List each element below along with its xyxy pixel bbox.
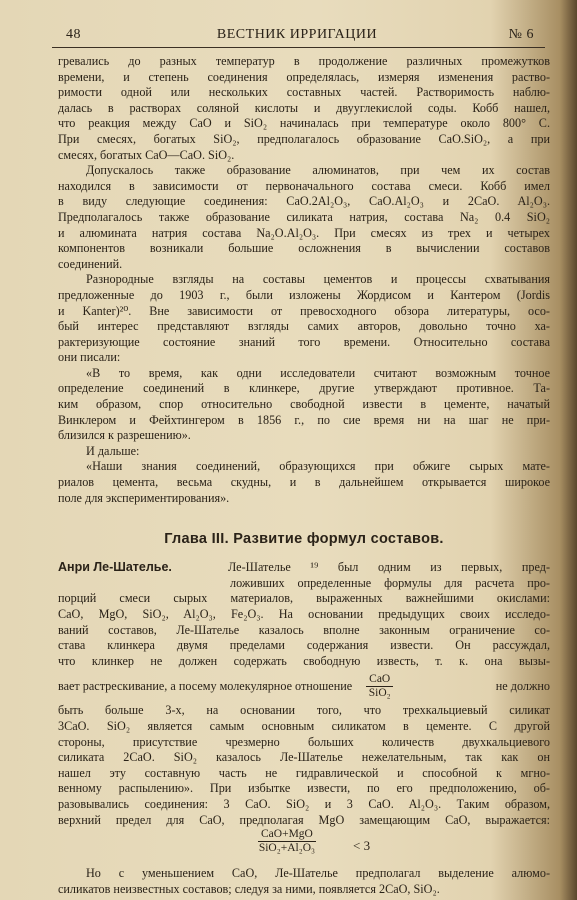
text-line: стороны, присутствие чрезмерно больших количеств двухкальциевого bbox=[58, 734, 550, 749]
text-line: римости одной или нескольких составных частей. Растворимость наблю- bbox=[58, 85, 550, 100]
running-header bbox=[52, 27, 542, 47]
formula-inequality: < 3 bbox=[353, 838, 371, 854]
text-fragment: вает растрескивание, а посему молекулярное отношение bbox=[58, 678, 353, 693]
quote-first bbox=[58, 366, 550, 444]
header-rule bbox=[52, 47, 545, 48]
fraction-numerator: CaO bbox=[366, 673, 393, 687]
text-line: И дальше: bbox=[86, 443, 140, 458]
text-line: Винклером и Фейхтингером в 1856 г., по сие время ни на шаг не при- bbox=[58, 412, 550, 427]
issue-number: № 6 bbox=[508, 27, 534, 42]
text-line: ким образом, спор относительно свободной извести в цементе, начатый bbox=[58, 397, 550, 412]
fraction-denominator: SiO₂+Al₂O₃ bbox=[258, 842, 316, 855]
ratio-line bbox=[58, 669, 550, 703]
formula-fraction bbox=[258, 828, 316, 855]
text-line: верхний предел для CaO, предполагая MgO замещающим CaO, выражается: bbox=[58, 812, 550, 827]
text-line: они писали: bbox=[58, 350, 121, 365]
text-line: Предполагалось также образование силиката натрия, состава Na₂ 0.4 SiO₂ bbox=[58, 209, 550, 224]
fraction-denominator: SiO₂ bbox=[368, 686, 391, 699]
text-line: смесях, богатых CaO—CaO. SiO₂. bbox=[58, 147, 235, 162]
text-line: нашел эту составную часть не гидравлической и способной к мгно- bbox=[58, 765, 550, 780]
text-line: гревались до разных температур в продолжение различных промежутков bbox=[58, 54, 550, 68]
text-fragment: не должно bbox=[495, 678, 550, 693]
text-line: Допускалось также образование алюминатов, при чем их состав bbox=[86, 163, 550, 178]
text-line: определение соединений в клинкере, другие утверждают противное. Та- bbox=[58, 381, 550, 396]
paragraph-aluminates bbox=[58, 163, 550, 272]
quote-second bbox=[58, 459, 550, 506]
journal-title: ВЕСТНИК ИРРИГАЦИИ bbox=[216, 27, 378, 42]
text-line: ложивших определенные формулы для расчета про- bbox=[230, 575, 550, 590]
text-line: близился к разрешению». bbox=[58, 428, 191, 443]
text-line: ваний составов, Ле-Шателье казалось вполне законным ограничение со- bbox=[58, 622, 550, 637]
text-line: разовывались соединения: 3 CaO. SiO₂ и 3 CaO. Al₂O₃. Таким образом, bbox=[58, 796, 550, 811]
text-line: става клинкера двумя пределами содержания извести. Он рассуждал, bbox=[58, 638, 550, 653]
text-fragment: Ле-Шателье ¹⁹ был одним из первых, пред- bbox=[228, 560, 550, 575]
paragraph-jordis-kanter bbox=[58, 272, 550, 366]
text-line: компонентов возникали большие осложнения в вычислении составов bbox=[58, 241, 550, 256]
text-line: силикатов неизвестных составов; следуя за ними, появляется 2CaO, SiO₂. bbox=[58, 881, 440, 896]
text-line: порций смеси сырых материалов, выраженных важнейшими окислами: bbox=[58, 591, 550, 606]
ratio-fraction bbox=[366, 673, 393, 700]
text-line: поле для экспериментирования». bbox=[58, 490, 230, 505]
text-line: риалов цемента, весьма скудны, и в дальнейшем открывается широкое bbox=[58, 475, 550, 490]
text-line: При смесях, богатых SiO₂, предполагалось образование CaO.SiO₂, а при bbox=[58, 131, 550, 146]
text-line: соединений. bbox=[58, 256, 123, 271]
text-line: Но с уменьшением CaO, Ле-Шателье предполагал выделение алюмо- bbox=[86, 866, 550, 881]
text-line: находился в зависимости от первоначального состава смеси. Кобб имел bbox=[58, 178, 550, 193]
text-line: «В то время, как одни исследователи считают возможным точное bbox=[86, 365, 550, 380]
text-line: рактеризующие состояние знаний того времени. Относительно состава bbox=[58, 334, 550, 349]
text-line: что реакция между CaO и SiO₂ начиналась при температуре около 800° C. bbox=[58, 116, 550, 131]
text-line: что клинкер не должен содержать свободную известь, т. к. она вызы- bbox=[58, 653, 550, 668]
paragraph-cobb-results bbox=[58, 54, 550, 163]
text-line: в виду следующие соединения: CaO.2Al₂O₃, CaO.Al₂O₃ и 2CaO. Al₂O₃. bbox=[58, 194, 550, 209]
upper-limit-formula bbox=[238, 828, 550, 866]
text-line: и Kanter)²⁰. Вне зависимости от превосходного обзора литературы, осо- bbox=[58, 303, 550, 318]
page-number: 48 bbox=[66, 27, 81, 42]
fraction-numerator: CaO+MgO bbox=[258, 828, 316, 842]
text-line: и алюмината натрия состава Na₂O.Al₂O₃. При смесях из трех и четырех bbox=[58, 225, 550, 240]
text-line: 3CaO. SiO₂ является самым основным силикатом в цементе. С другой bbox=[58, 718, 550, 733]
text-line: «Наши знания соединений, образующихся при обжиге сырых мате- bbox=[86, 459, 550, 474]
chapter-title: Глава III. Развитие формул составов. bbox=[164, 531, 444, 548]
text-line: предложенные до 1903 г., были изложены Жордисом и Кантером (Jordis bbox=[58, 287, 550, 302]
text-line: бый интерес представляют взгляды самих авторов, довольно точно ха- bbox=[58, 319, 550, 334]
text-line: далась в растворах соляной кислоты и двууглекислой соды. Кобб нашел, bbox=[58, 100, 550, 115]
side-heading: Анри Ле-Шателье. bbox=[58, 560, 172, 575]
text-line: CaO, MgO, SiO₂, Al₂O₃, Fe₂O₃. На основании предыдущих своих исследо- bbox=[58, 607, 550, 621]
text-line: силиката 2CaO. SiO₂ казалось Ле-Шателье нежелательным, так как он bbox=[58, 750, 550, 765]
text-line bbox=[58, 560, 550, 576]
section-le-chatelier bbox=[58, 560, 550, 897]
page-body bbox=[58, 54, 550, 897]
text-line: венному распылению». При избытке извести, по его предположению, об- bbox=[58, 781, 550, 796]
text-line: времени, и степень соединения определялась, измеряя изменения раство- bbox=[58, 69, 550, 84]
text-line: Разнородные взгляды на составы цементов и процессы схватывания bbox=[86, 272, 550, 287]
text-line: быть больше 3-х, на основании того, что трехкальциевый силикат bbox=[58, 703, 550, 718]
